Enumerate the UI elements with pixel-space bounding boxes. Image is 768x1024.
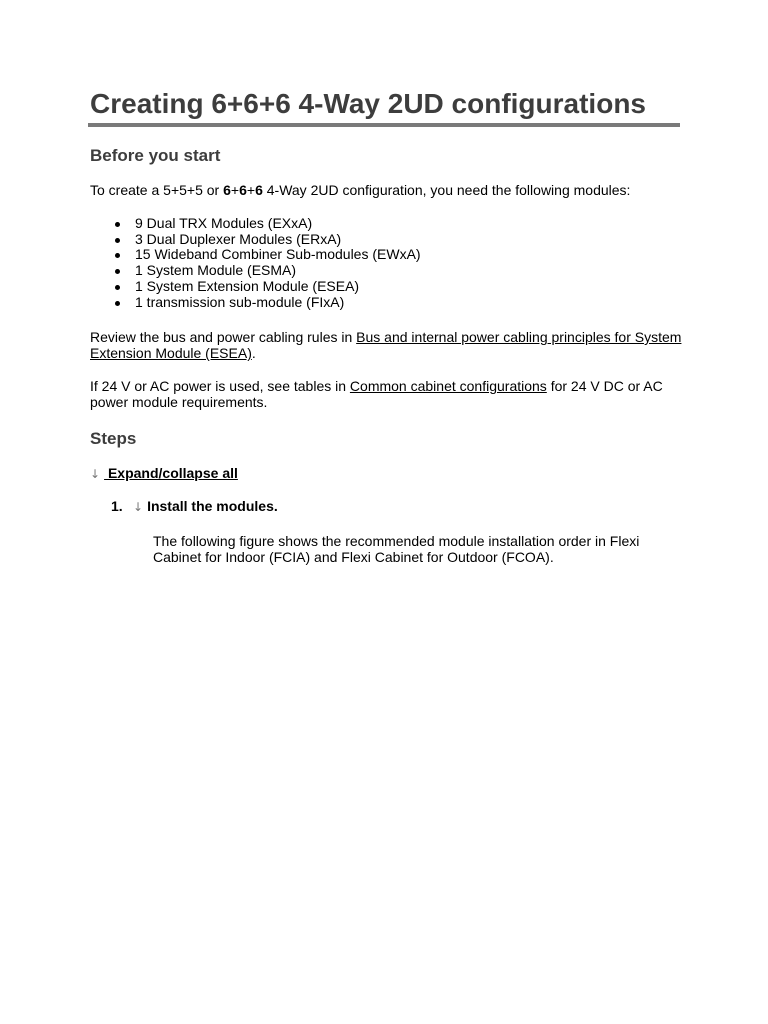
intro-plus2: +	[246, 182, 256, 198]
step-number: 1.	[111, 498, 123, 514]
steps-heading: Steps	[90, 429, 137, 448]
bullet-icon	[115, 238, 120, 243]
step-1-description: The following figure shows the recommended module installation order in Flexi Cabinet for Indoor (FCIA) and Flexi Cabinet for Outdoor (FCOA).	[153, 533, 640, 565]
intro-prefix: To create a 5+5+5 or	[90, 182, 224, 198]
intro-suffix: 4-Way 2UD configuration, you need the following modules:	[262, 182, 631, 198]
list-item: 1 System Extension Module (ESEA)	[90, 279, 421, 295]
arrow-down-icon: ↓	[90, 467, 101, 481]
list-item: 9 Dual TRX Modules (EXxA)	[90, 216, 421, 232]
step-label: Install the modules.	[147, 498, 278, 514]
list-item: 1 System Module (ESMA)	[90, 263, 421, 279]
arrow-down-icon[interactable]: ↓	[133, 500, 144, 514]
intro-paragraph	[90, 182, 630, 198]
list-item: 1 transmission sub-module (FIxA)	[90, 295, 421, 311]
bullet-icon	[115, 222, 120, 227]
bus-cabling-link[interactable]: Bus and internal power cabling principles for System Extension Module (ESEA)	[90, 329, 682, 361]
title-rule	[88, 123, 680, 127]
intro-n3: 6	[255, 182, 263, 198]
page-title: Creating 6+6+6 4-Way 2UD configurations	[90, 88, 646, 119]
bullet-icon	[115, 253, 120, 258]
expand-collapse-link[interactable]: Expand/collapse all	[104, 465, 238, 481]
bullet-icon	[115, 269, 120, 274]
review-paragraph: Review the bus and power cabling rules in Bus and internal power cabling principles for System Extension Module (ESEA).	[90, 329, 682, 361]
module-list	[90, 216, 421, 310]
intro-n2: 6	[239, 182, 247, 198]
before-you-start-heading: Before you start	[90, 146, 221, 165]
expand-collapse-all[interactable]	[90, 465, 238, 482]
list-item: 15 Wideband Combiner Sub-modules (EWxA)	[90, 247, 421, 263]
intro-plus1: +	[230, 182, 240, 198]
power-paragraph: If 24 V or AC power is used, see tables in Common cabinet configurations for 24 V DC or AC power module requirements.	[90, 378, 663, 410]
intro-n1: 6	[223, 182, 231, 198]
bullet-icon	[115, 301, 120, 306]
step-1	[111, 498, 278, 515]
list-item: 3 Dual Duplexer Modules (ERxA)	[90, 232, 421, 248]
common-cabinet-link[interactable]: Common cabinet configurations	[349, 378, 547, 394]
bullet-icon	[115, 285, 120, 290]
